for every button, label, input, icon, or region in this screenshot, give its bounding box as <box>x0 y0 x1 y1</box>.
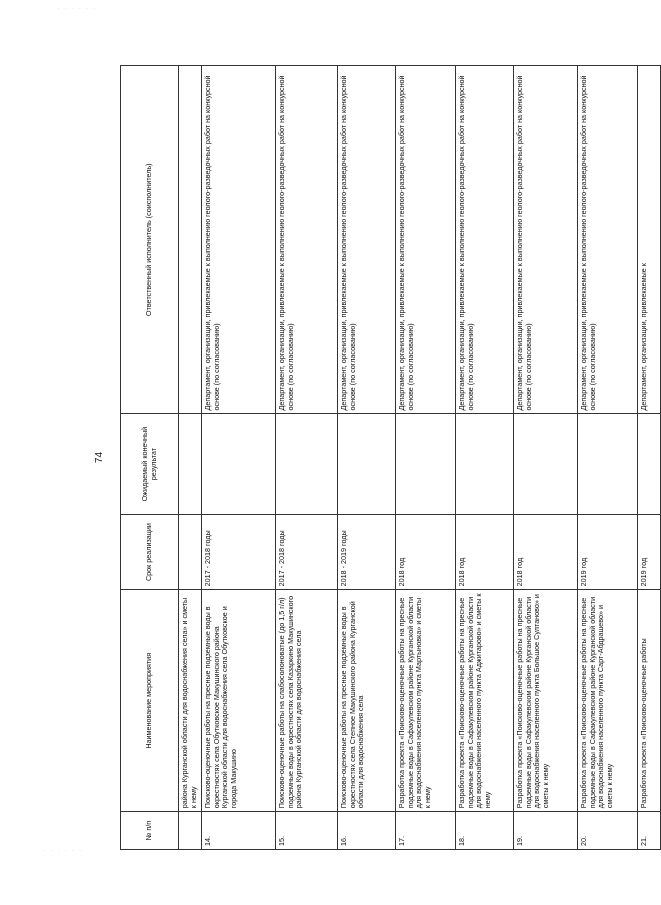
table-header-row <box>121 66 179 850</box>
table-row <box>396 66 456 850</box>
header-name: Наименование мероприятия <box>121 590 179 812</box>
table-row-continuation <box>179 66 202 850</box>
cell-num <box>179 812 202 850</box>
table-row <box>514 66 578 850</box>
cell-executor: Департамент, организации, привлекаемые к выполнению геолого-разведочных работ на конкурсной основе (по согласованию) <box>514 66 578 414</box>
cell-term <box>179 514 202 590</box>
cell-result <box>456 414 514 514</box>
cell-result <box>338 414 396 514</box>
cell-num: 14. <box>202 812 276 850</box>
cell-executor: Департамент, организации, привлекаемые к выполнению геолого-разведочных работ на конкурсной основе (по согласованию) <box>456 66 514 414</box>
cell-executor: Департамент, организации, привлекаемые к выполнению геолого-разведочных работ на конкурсной основе (по согласованию) <box>202 66 276 414</box>
header-num: № п/п <box>121 812 179 850</box>
cell-num: 19. <box>514 812 578 850</box>
cell-result <box>179 414 202 514</box>
table-row <box>276 66 338 850</box>
table-row <box>338 66 396 850</box>
cell-term: 2018 - 2019 годы <box>338 514 396 590</box>
cell-term: 2017 - 2018 годы <box>202 514 276 590</box>
cell-term: 2019 год <box>638 514 661 590</box>
measures-table <box>120 65 661 850</box>
cell-result <box>396 414 456 514</box>
page-number: 74 <box>94 451 106 464</box>
cell-name: Разработка проекта «Поисково-оценочные работы на пресные подземные воды в Сафакулевском районе Курганской области для водоснабжения населенного пункта Большое Султаново» и сметы к нему <box>514 590 578 812</box>
cell-name: Разработка проекта «Поисково-оценочные работы на пресные подземные воды в Сафакулевском районе Курганской области для водоснабжения населенного пункта Сарт-Абдрашево» и сметы к нему <box>578 590 638 812</box>
cell-num: 15. <box>276 812 338 850</box>
cell-name: Поисково-оценочные работы на слабосолоноватые (до 1,5 г/л) подземные воды в окрестностях села Казаркино Макушинского района Курганской области для водоснабжения села <box>276 590 338 812</box>
cell-name: Разработка проекта «Поисково-оценочные работы на пресные подземные воды в Сафакулевском районе Курганской области для водоснабжения населенного пункта Мартыновка» и сметы к нему <box>396 590 456 812</box>
cell-executor <box>179 66 202 414</box>
cell-term: 2019 год <box>578 514 638 590</box>
cell-executor: Департамент, организации, привлекаемые к выполнению геолого-разведочных работ на конкурсной основе (по согласованию) <box>276 66 338 414</box>
header-term: Срок реализации <box>121 514 179 590</box>
cell-num: 21. <box>638 812 661 850</box>
cell-term: 2017 - 2018 годы <box>276 514 338 590</box>
cell-name: Поисково-оценочные работы на пресные подземные воды в окрестностях села Обутковское Макушинского района Курганской области для водоснабжения села Обутковское и города Макушино <box>202 590 276 812</box>
cell-name: Поисково-оценочные работы на пресные подземные воды в окрестностях села Степное Макушинского района Курганской области для водоснабжения села <box>338 590 396 812</box>
cell-executor: Департамент, организации, привлекаемые к выполнению геолого-разведочных работ на конкурсной основе (по согласованию) <box>338 66 396 414</box>
cell-result <box>638 414 661 514</box>
cell-result <box>276 414 338 514</box>
table-row <box>456 66 514 850</box>
cell-result <box>202 414 276 514</box>
cell-term: 2018 год <box>396 514 456 590</box>
cell-executor: Департамент, организации, привлекаемые к выполнению геолого-разведочных работ на конкурсной основе (по согласованию) <box>396 66 456 414</box>
table-row <box>202 66 276 850</box>
scan-mark: · · · · · · <box>44 848 83 854</box>
cell-term: 2018 год <box>456 514 514 590</box>
scan-mark: · · · · · · <box>58 6 97 12</box>
cell-result <box>514 414 578 514</box>
cell-name: Разработка проекта «Поисково-оценочные работы <box>638 590 661 812</box>
cell-executor: Департамент, организации, привлекаемые к выполнению геолого-разведочных работ на конкурсной основе (по согласованию) <box>578 66 638 414</box>
cell-name: Разработка проекта «Поисково-оценочные работы на пресные подземные воды в Сафакулевском районе Курганской области для водоснабжения населенного пункта Аджитарово» и сметы к нему <box>456 590 514 812</box>
cell-num: 16. <box>338 812 396 850</box>
cell-result <box>578 414 638 514</box>
cell-name: района Курганской области для водоснабжения села» и сметы к нему <box>179 590 202 812</box>
cell-num: 18. <box>456 812 514 850</box>
header-result: Ожидаемый конечный результат <box>121 414 179 514</box>
rotated-document-table <box>120 65 648 850</box>
header-executor: Ответственный исполнитель (соисполнитель) <box>121 66 179 414</box>
table-row <box>578 66 638 850</box>
cell-executor: Департамент, организации, привлекаемые к <box>638 66 661 414</box>
table-row <box>638 66 661 850</box>
cell-num: 17. <box>396 812 456 850</box>
cell-term: 2018 год <box>514 514 578 590</box>
cell-num: 20. <box>578 812 638 850</box>
